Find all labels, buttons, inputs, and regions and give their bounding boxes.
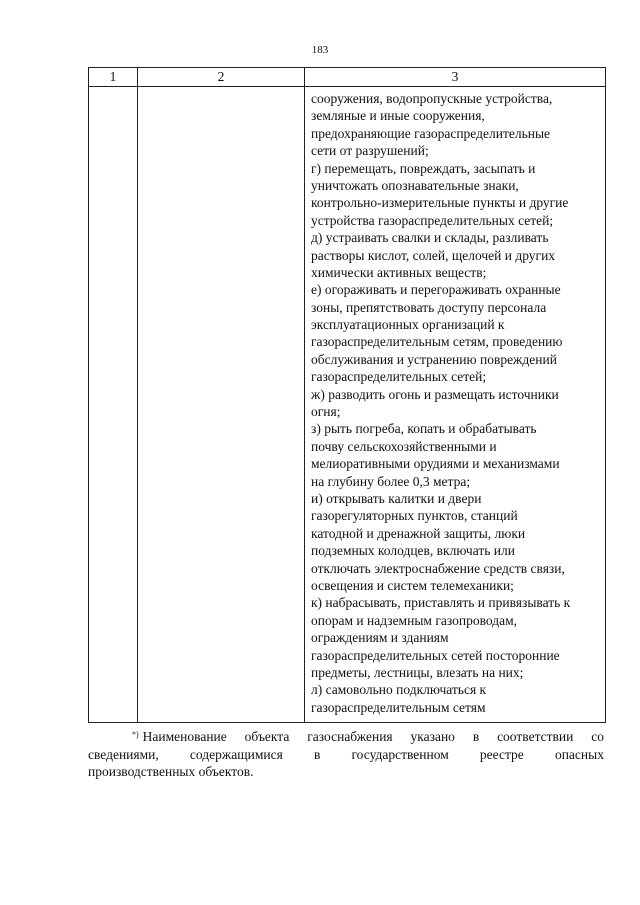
footnote-word: содержащимися (189, 746, 283, 762)
text-line: к) набрасывать, приставлять и привязывать к (311, 595, 571, 611)
text-line: з) рыть погреба, копать и обрабатывать (311, 421, 537, 437)
table-cell-col3 (305, 87, 606, 723)
text-line: предметы, лестницы, влезать на них; (311, 664, 524, 680)
text-line: земляные и иные сооружения, (311, 108, 485, 124)
text-line: сети от разрушений; (311, 143, 429, 159)
column-header-2: 2 (138, 68, 305, 87)
text-line: почву сельскохозяйственными и (311, 438, 497, 454)
footnote-word: государственном (351, 746, 449, 762)
table-header-row (89, 68, 606, 87)
column-header-3: 3 (305, 68, 606, 87)
content-table (88, 67, 606, 723)
footnote-word: газоснабжения (307, 729, 393, 744)
text-line: опорам и надземным газопроводам, (311, 612, 517, 628)
text-line: подземных колодцев, включать или (311, 543, 515, 559)
text-line: на глубину более 0,3 метра; (311, 473, 471, 489)
text-line: обслуживания и устранению повреждений (311, 351, 557, 367)
footnote (88, 728, 604, 781)
text-line: г) перемещать, повреждать, засыпать и (311, 160, 536, 176)
text-line: е) огораживать и перегораживать охранные (311, 282, 561, 298)
text-line: мелиоративными орудиями и механизмами (311, 456, 560, 472)
footnote-line-2 (88, 746, 604, 764)
footnote-word: в (313, 746, 321, 762)
table-row (89, 87, 606, 723)
text-line: уничтожать опознавательные знаки, (311, 177, 519, 193)
text-line: устройства газораспределительных сетей; (311, 212, 554, 228)
text-line: сооружения, водопропускные устройства, (311, 91, 553, 106)
text-line: эксплуатационных организаций к (311, 317, 505, 333)
footnote-word: объекта (244, 729, 290, 744)
text-line: д) устраивать свалки и склады, разливать (311, 230, 549, 246)
text-line: ограждениям и зданиям (311, 630, 449, 646)
table-cell-col1 (89, 87, 138, 723)
text-line: контрольно-измерительные пункты и другие (311, 195, 569, 211)
footnote-word: со (591, 729, 604, 744)
footnote-line-1 (88, 728, 604, 746)
footnote-word: опасных (554, 746, 604, 762)
text-line: предохраняющие газораспределительные (311, 125, 551, 141)
footnote-word: реестре (479, 746, 524, 762)
text-line: газораспределительным сетям (311, 699, 486, 715)
table-cell-col2 (138, 87, 305, 723)
footnote-marker: *) (132, 730, 139, 739)
column-header-1: 1 (89, 68, 138, 87)
text-line: катодной и дренажной защиты, люки (311, 525, 526, 541)
page-number: 183 (311, 44, 329, 56)
text-line: отключать электроснабжение средств связи, (311, 560, 565, 576)
text-line: газораспределительных сетей посторонние (311, 647, 560, 663)
footnote-word: соответствии (497, 729, 574, 744)
footnote-word: в (472, 729, 480, 744)
text-line: химически активных веществ; (311, 264, 487, 280)
text-line: л) самовольно подключаться к (311, 682, 487, 698)
text-line: газораспределительным сетям, проведению (311, 334, 563, 350)
footnote-word (132, 728, 227, 746)
text-line: растворы кислот, солей, щелочей и других (311, 247, 556, 263)
footnote-line-3: производственных объектов. (88, 764, 254, 780)
text-line: газорегуляторных пунктов, станций (311, 508, 518, 524)
text-line: ж) разводить огонь и размещать источники (311, 386, 559, 402)
footnote-word-text: Наименование (142, 729, 227, 744)
text-line: зоны, препятствовать доступу персонала (311, 299, 547, 315)
footnote-word: указано (410, 729, 455, 744)
text-line: освещения и систем телемеханики; (311, 577, 514, 593)
footnote-word: сведениями, (88, 746, 159, 762)
text-line: огня; (311, 404, 341, 420)
prohibitions-text (305, 87, 605, 716)
text-line: и) открывать калитки и двери (311, 490, 482, 506)
text-line: газораспределительных сетей; (311, 369, 487, 385)
